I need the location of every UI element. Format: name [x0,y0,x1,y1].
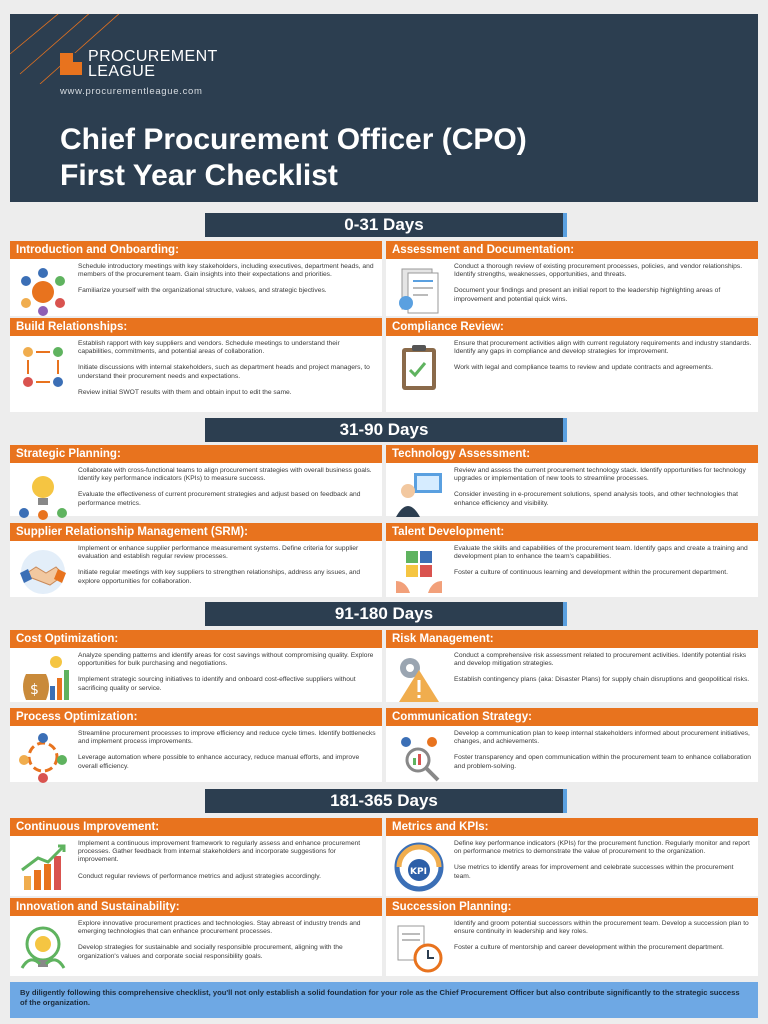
card-description [454,652,752,685]
card-paragraph: Foster a culture of continuous learning and development within the procurement department. [454,569,728,577]
brand-name-line1: PROCUREMENT [88,48,218,65]
card-paragraph: Foster transparency and open communication within the procurement team to enhance collaboration and problem-solving. [454,754,752,770]
card-description [78,467,376,508]
card-paragraph: Collaborate with cross-functional teams to align procurement strategies with overall business goals. Identify key performance indicators (KPIs) to measure success. [78,467,372,483]
card-title: Communication Strategy: [386,708,758,726]
checklist-card [10,523,382,597]
card-paragraph: Identify and groom potential successors within the procurement team. Develop a succession plan to ensure continuity in leadership and key roles. [454,920,749,936]
card-paragraph: Establish rapport with key suppliers and vendors. Schedule meetings to understand their capabilities, commitments, and potential areas of collaboration. [78,340,340,356]
card-paragraph: Schedule introductory meetings with key stakeholders, including executives, department heads, and members of the procurement team. Gain insights into their expectations and priorities. [78,263,374,279]
handshake-icon [16,545,70,599]
card-title: Build Relationships: [10,318,382,336]
card-paragraph: Ensure that procurement activities align with current regulatory requirements and industry standards. Identify any gaps in compliance and develop strategies for improvement. [454,340,752,356]
card-paragraph: Document your findings and present an initial report to the leadership highlighting areas of improvement and potential quick wins. [454,287,721,303]
money-chart-icon [16,652,70,706]
checklist-card [386,708,758,782]
card-description [454,467,752,508]
card-paragraph: Conduct a comprehensive risk assessment related to procurement activities. Identify potential risks and develop mitigation strategies. [454,652,747,668]
card-title: Strategic Planning: [10,445,382,463]
card-description [78,920,376,961]
checklist-card [10,318,382,412]
card-description [454,263,752,304]
card-description [454,545,752,578]
card-paragraph: Streamline procurement processes to improve efficiency and reduce cycle times. Identify bottlenecks and implement process improvements. [78,730,376,746]
process-cycle-icon [16,730,70,784]
card-paragraph: Conduct regular reviews of performance metrics and adjust strategies accordingly. [78,872,321,880]
card-description [78,840,376,881]
card-paragraph: Leverage automation where possible to enhance accuracy, reduce manual efforts, and improve overall efficiency. [78,754,360,770]
card-paragraph: Establish contingency plans (aka: Disaster Plans) for supply chain disruptions and geopolitical risks. [454,676,750,684]
svg-text:$: $ [30,682,39,698]
period-header-91-180: 91-180 Days [205,602,567,626]
eco-lightbulb-icon [16,920,70,974]
card-title: Introduction and Onboarding: [10,241,382,259]
checklist-card [10,445,382,516]
card-paragraph: Use metrics to identify areas for improvement and celebrate successes within the procurement team. [454,864,734,880]
checklist-card [386,241,758,316]
computer-user-icon [392,467,446,521]
growth-chart-icon [16,840,70,894]
card-title: Supplier Relationship Management (SRM): [10,523,382,541]
card-paragraph: Foster a culture of mentorship and career development within the procurement department. [454,944,724,952]
documents-icon [392,263,446,317]
card-title: Talent Development: [386,523,758,541]
logo-mark-icon [60,53,82,75]
card-paragraph: Initiate discussions with internal stakeholders, such as department heads and project managers, to understand their procurement needs and expectations. [78,364,370,380]
warning-gear-icon [392,652,446,706]
brand-logo[interactable] [60,49,218,79]
header-banner [10,14,758,202]
checklist-card [386,523,758,597]
title-line1: Chief Procurement Officer (CPO) [60,123,527,156]
card-description [78,545,376,586]
checklist-card [386,630,758,702]
checklist-card [386,898,758,976]
card-paragraph: Evaluate the effectiveness of current procurement strategies and adjust based on feedback and performance metrics. [78,491,361,507]
card-paragraph: Implement a continuous improvement framework to regularly assess and enhance procurement processes. Gather feedback from internal stakeholders and incorporate suggestions for improvement. [78,840,361,864]
team-meeting-icon [16,263,70,317]
checklist-card [10,241,382,316]
brand-name-line2: LEAGUE [88,63,156,80]
card-description [78,340,376,397]
people-network-icon [16,340,70,394]
card-title: Succession Planning: [386,898,758,916]
card-description [78,263,376,296]
card-title: Metrics and KPIs: [386,818,758,836]
clipboard-check-icon [392,340,446,394]
card-paragraph: Implement or enhance supplier performance measurement systems. Define criteria for supplier evaluation and establish regular review processes. [78,545,359,561]
period-header-181-365: 181-365 Days [205,789,567,813]
card-paragraph: Define key performance indicators (KPIs) for the procurement function. Regularly monitor and report on performance metrics to demonstrate the value of procurement to the organization. [454,840,750,856]
card-description [454,920,752,953]
card-paragraph: Familiarize yourself with the organizational structure, values, and strategic bjectives. [78,287,327,295]
checklist-card [10,898,382,976]
card-description [454,840,752,881]
card-title: Cost Optimization: [10,630,382,648]
card-title: Assessment and Documentation: [386,241,758,259]
checklist-card [10,708,382,782]
card-title: Process Optimization: [10,708,382,726]
footer-note: By diligently following this comprehensive checklist, you'll not only establish a solid foundation for your role as the Chief Procurement Officer but also contribute significantly to the strategic success of the organization. [10,982,758,1018]
card-paragraph: Review and assess the current procurement technology stack. Identify opportunities for technology upgrades or implementation of new tools to streamline processes. [454,467,746,483]
period-header-0-31: 0-31 Days [205,213,567,237]
checklist-card [386,318,758,412]
card-title: Technology Assessment: [386,445,758,463]
card-paragraph: Work with legal and compliance teams to review and update contracts and agreements. [454,364,713,372]
card-paragraph: Analyze spending patterns and identify areas for cost savings without compromising quality. Explore opportunities for bulk purchasing and negotiations. [78,652,374,668]
communication-search-icon [392,730,446,784]
site-url[interactable]: www.procurementleague.com [60,86,203,97]
card-title: Continuous Improvement: [10,818,382,836]
checklist-card [10,630,382,702]
planning-clock-icon [392,920,446,974]
card-paragraph: Explore innovative procurement practices and technologies. Stay abreast of industry trends and emerging technologies that can enhance procurement processes. [78,920,361,936]
card-title: Compliance Review: [386,318,758,336]
checklist-card [386,445,758,516]
page-title [60,122,527,194]
checklist-card [10,818,382,896]
title-line2: First Year Checklist [60,159,338,192]
card-paragraph: Develop a communication plan to keep internal stakeholders informed about procurement initiatives, changes, and achievements. [454,730,750,746]
period-header-31-90: 31-90 Days [205,418,567,442]
card-paragraph: Evaluate the skills and capabilities of the procurement team. Identify gaps and create a training and development plan to enhance the team's capabilities. [454,545,748,561]
svg-text:KPI: KPI [410,867,427,877]
card-paragraph: Conduct a thorough review of existing procurement processes, policies, and vendor relationships. Identify strengths, weaknesses, opportunities, and threats. [454,263,743,279]
card-paragraph: Consider investing in e-procurement solutions, spend analysis tools, and other technologies that enhance efficiency and visibility. [454,491,739,507]
card-title: Innovation and Sustainability: [10,898,382,916]
card-description [78,730,376,771]
card-paragraph: Implement strategic sourcing initiatives to identify and onboard cost-effective suppliers without sacrificing quality or service. [78,676,356,692]
card-title: Risk Management: [386,630,758,648]
card-description [78,652,376,693]
kpi-gauge-icon [392,840,446,894]
card-paragraph: Develop strategies for sustainable and socially responsible procurement, aligning with the organization's values and corporate social responsibility goals. [78,944,343,960]
card-paragraph: Initiate regular meetings with key suppliers to strengthen relationships, address any issues, and explore opportunities for collaboration. [78,569,361,585]
card-paragraph: Review initial SWOT results with them and obtain input to edit the same. [78,388,292,396]
card-description [454,340,752,373]
card-description [454,730,752,771]
strategy-lightbulb-icon [16,467,70,521]
hands-puzzle-icon [392,545,446,599]
checklist-card [386,818,758,896]
